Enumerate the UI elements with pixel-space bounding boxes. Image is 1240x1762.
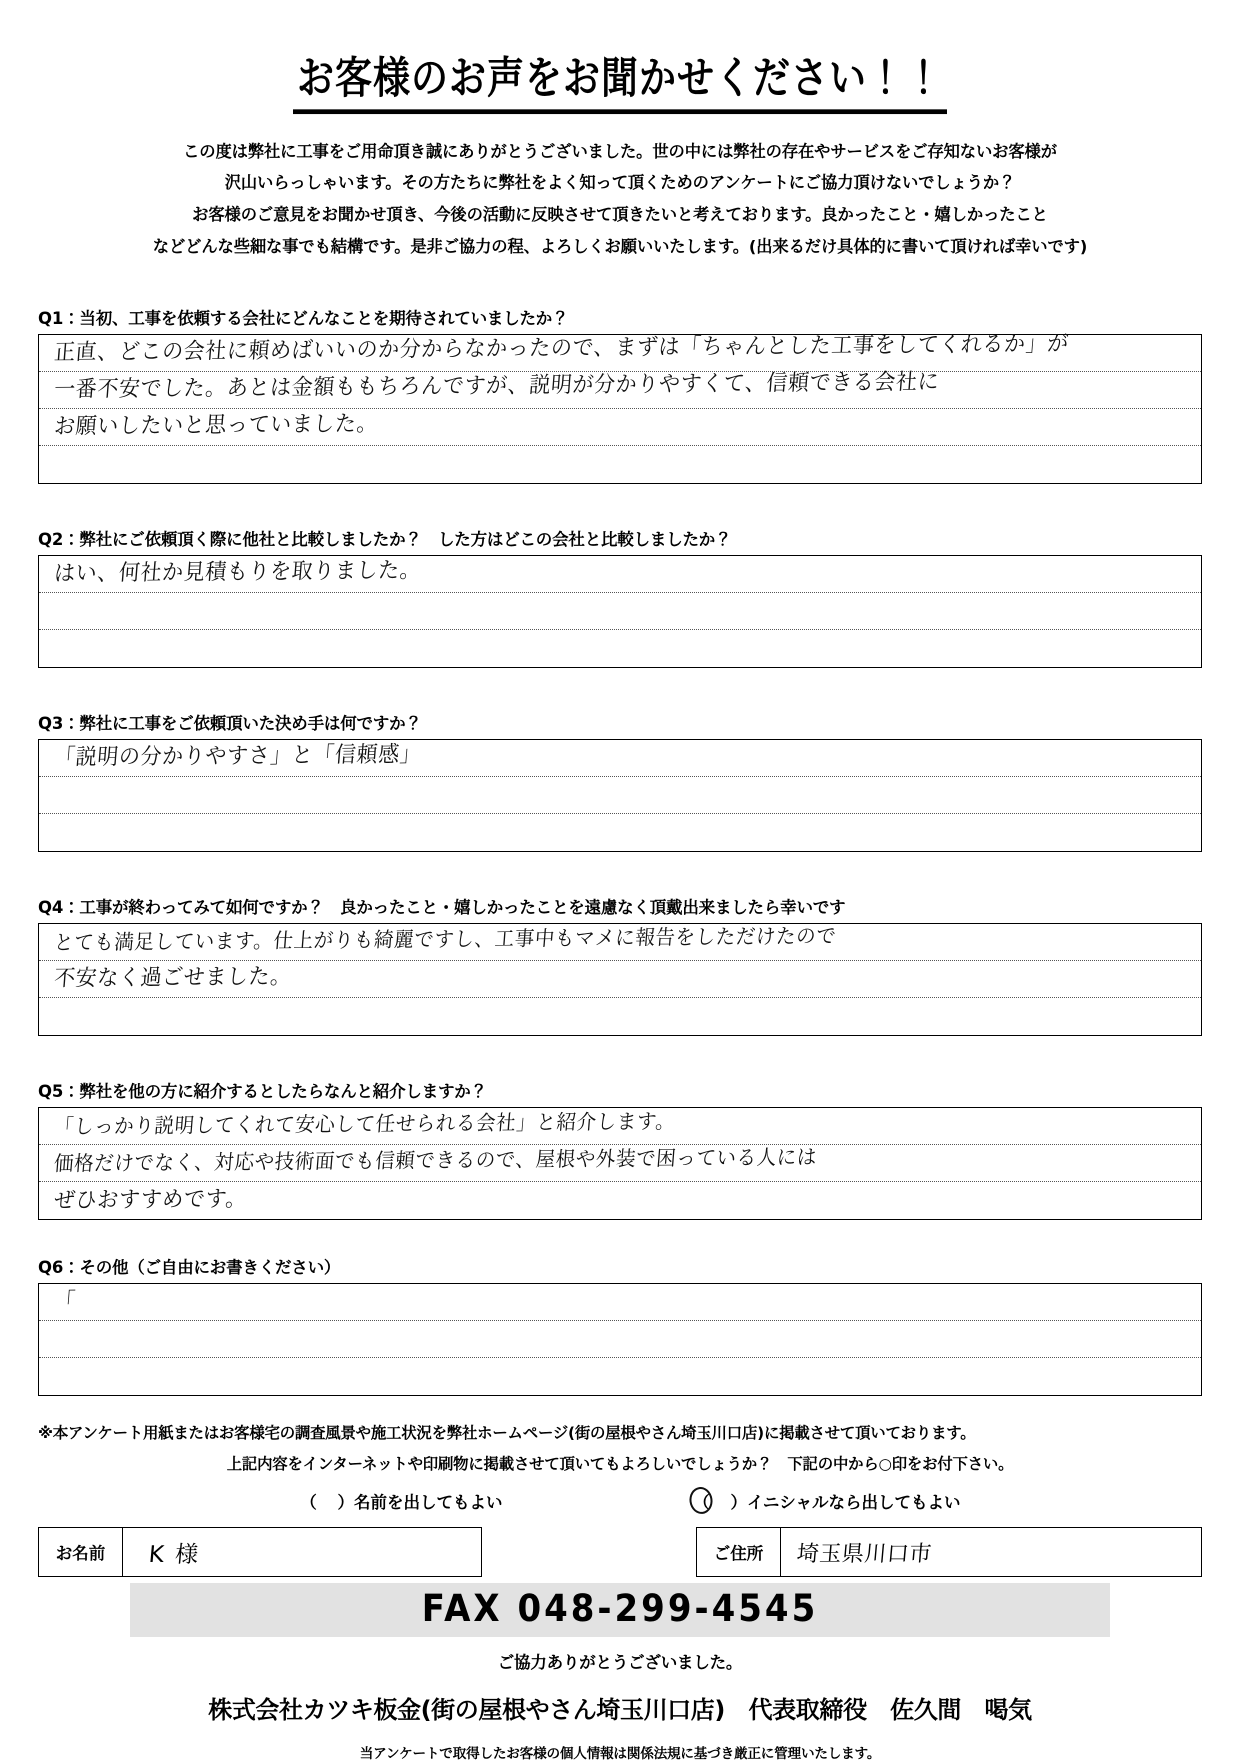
answer-line[interactable]	[39, 924, 1201, 961]
notice-line-2: 上記内容をインターネットや印刷物に掲載させて頂いてもよろしいでしょうか？ 下記の中から○印をお付下さい。	[226, 1454, 1014, 1473]
notice-line-1: ※本アンケート用紙またはお客様宅の調査風景や施工状況を弊社ホームページ(街の屋根やさん埼玉川口店)に掲載させて頂いております。	[38, 1423, 976, 1442]
thanks-text: ご協力ありがとうございました。	[497, 1653, 743, 1673]
header-area	[0, 0, 1240, 114]
answer-line[interactable]	[39, 368, 1201, 409]
address-field-group[interactable]	[696, 1527, 1202, 1577]
question-label-q6: Q6：その他（ご自由にお書きください）	[38, 1257, 341, 1277]
page-title: お客様のお声をお聞かせください！！	[293, 53, 947, 114]
handwritten-answer: 一番不安でした。あとは金額ももちろんですが、説明が分かりやすくて、信頼できる会社に	[53, 368, 941, 402]
question-label-q5: Q5：弊社を他の方に紹介するとしたらなんと紹介しますか？	[38, 1081, 487, 1101]
question-label-q4: Q4：工事が終わってみて如何ですか？ 良かったこと・嬉しかったことを遠慮なく頂戴出来ましたら幸いです	[38, 897, 846, 917]
intro-line-3: お客様のご意見をお聞かせ頂き、今後の活動に反映させて頂きたいと考えております。良かったこと・嬉しかったこと	[192, 205, 1048, 225]
spacer	[0, 263, 1240, 305]
answer-box-q5[interactable]	[38, 1107, 1202, 1220]
spacer	[0, 1036, 1240, 1078]
handwritten-answer: 価格だけでなく、対応や技術面でも信頼できるので、屋根や外装で困っている人には	[53, 1144, 819, 1176]
question-label-q2: Q2：弊社にご依頼頂く際に他社と比較しましたか？ した方はどこの会社と比較しましたか？	[38, 529, 732, 549]
answer-line[interactable]	[39, 1284, 1201, 1321]
intro-line-4: などどんな些細な事でも結構です。是非ご協力の程、よろしくお願いいたします。(出来るだけ具体的に書いて頂ければ幸いです)	[152, 236, 1088, 256]
answer-line[interactable]	[39, 961, 1201, 998]
consent-options	[0, 1489, 1240, 1513]
name-field-label: お名前	[39, 1528, 123, 1576]
identity-fields	[38, 1527, 1202, 1577]
question-block-q1	[38, 305, 1202, 484]
circle-mark-icon	[688, 1486, 715, 1516]
answer-line[interactable]	[39, 409, 1201, 446]
answer-line[interactable]	[39, 1108, 1201, 1145]
answer-box-q1[interactable]	[38, 330, 1202, 484]
handwritten-answer: 「説明の分かりやすさ」と「信頼感」	[53, 740, 423, 770]
privacy-note: 当アンケートで取得したお客様の個人情報は関係法規に基づき厳正に管理いたします。	[359, 1746, 881, 1762]
handwritten-answer: 「しっかり説明してくれて安心して任せられる会社」と紹介します。	[53, 1108, 677, 1139]
company-line: 株式会社カツキ板金(街の屋根やさん埼玉川口店) 代表取締役 佐久間 喝気	[208, 1696, 1032, 1725]
address-field-value[interactable]: 埼玉県川口市	[795, 1541, 933, 1567]
intro-paragraph	[0, 136, 1240, 263]
answer-line[interactable]	[39, 740, 1201, 777]
consent-label-initial: ）イニシャルなら出してもよい	[730, 1493, 961, 1513]
paren-open-right: （	[693, 1493, 710, 1513]
name-field-value[interactable]: K 様	[147, 1541, 202, 1568]
question-block-q2	[38, 526, 1202, 668]
consent-option-initial[interactable]	[672, 1489, 960, 1513]
answer-line[interactable]	[39, 593, 1201, 630]
answer-line[interactable]	[39, 814, 1201, 851]
answer-line[interactable]	[39, 446, 1201, 483]
fax-band	[130, 1583, 1110, 1637]
handwritten-answer: お願いしたいと思っていました。	[53, 410, 380, 439]
consent-option-name[interactable]	[279, 1489, 502, 1513]
publication-notice	[0, 1418, 1240, 1480]
handwritten-answer: 正直、どこの会社に頼めばいいのか分からなかったので、まずは「ちゃんとした工事をしてくれるか」が	[53, 330, 1070, 365]
handwritten-answer: はい、何社か見積もりを取りました。	[53, 556, 423, 586]
answer-box-q3[interactable]	[38, 739, 1202, 852]
checkbox-initial[interactable]	[672, 1489, 730, 1513]
question-block-q6	[38, 1254, 1202, 1396]
question-block-q4	[38, 894, 1202, 1036]
answer-line[interactable]	[39, 1182, 1201, 1219]
handwritten-answer: 不安なく過ごせました。	[53, 963, 293, 991]
intro-line-1: この度は弊社に工事をご用命頂き誠にありがとうございました。世の中には弊社の存在やサービスをご存知ないお客様が	[183, 141, 1057, 161]
consent-label-name: ）名前を出してもよい	[337, 1493, 503, 1513]
answer-box-q6[interactable]	[38, 1283, 1202, 1396]
answer-line[interactable]	[39, 330, 1201, 372]
spacer	[0, 668, 1240, 710]
answer-box-q4[interactable]	[38, 923, 1202, 1036]
answer-line[interactable]	[39, 1145, 1201, 1182]
footer-area	[0, 1649, 1240, 1762]
spacer	[0, 1220, 1240, 1254]
answer-line[interactable]	[39, 998, 1201, 1035]
name-field-group[interactable]	[38, 1527, 482, 1577]
checkbox-name[interactable]	[279, 1489, 337, 1513]
answer-line[interactable]	[39, 777, 1201, 814]
handwritten-answer: とても満足しています。仕上がりも綺麗ですし、工事中もマメに報告をしただけたので	[53, 923, 838, 955]
answer-line[interactable]	[39, 1358, 1201, 1395]
question-block-q5	[38, 1078, 1202, 1220]
spacer	[0, 852, 1240, 894]
handwritten-answer: 「	[53, 1287, 77, 1314]
handwritten-answer: ぜひおすすめです。	[53, 1185, 249, 1213]
answer-line[interactable]	[39, 556, 1201, 593]
question-label-q3: Q3：弊社に工事をご依頼頂いた決め手は何ですか？	[38, 713, 422, 733]
fax-number: FAX 048-299-4545	[421, 1587, 819, 1632]
answer-line[interactable]	[39, 630, 1201, 667]
question-label-q1: Q1：当初、工事を依頼する会社にどんなことを期待されていましたか？	[38, 308, 569, 328]
spacer	[0, 484, 1240, 526]
paren-open-left: （	[300, 1493, 317, 1513]
address-field-label: ご住所	[697, 1528, 781, 1576]
question-block-q3	[38, 710, 1202, 852]
intro-line-2: 沢山いらっしゃいます。その方たちに弊社をよく知って頂くためのアンケートにご協力頂けないでしょうか？	[224, 173, 1016, 193]
answer-box-q2[interactable]	[38, 555, 1202, 668]
answer-line[interactable]	[39, 1321, 1201, 1358]
